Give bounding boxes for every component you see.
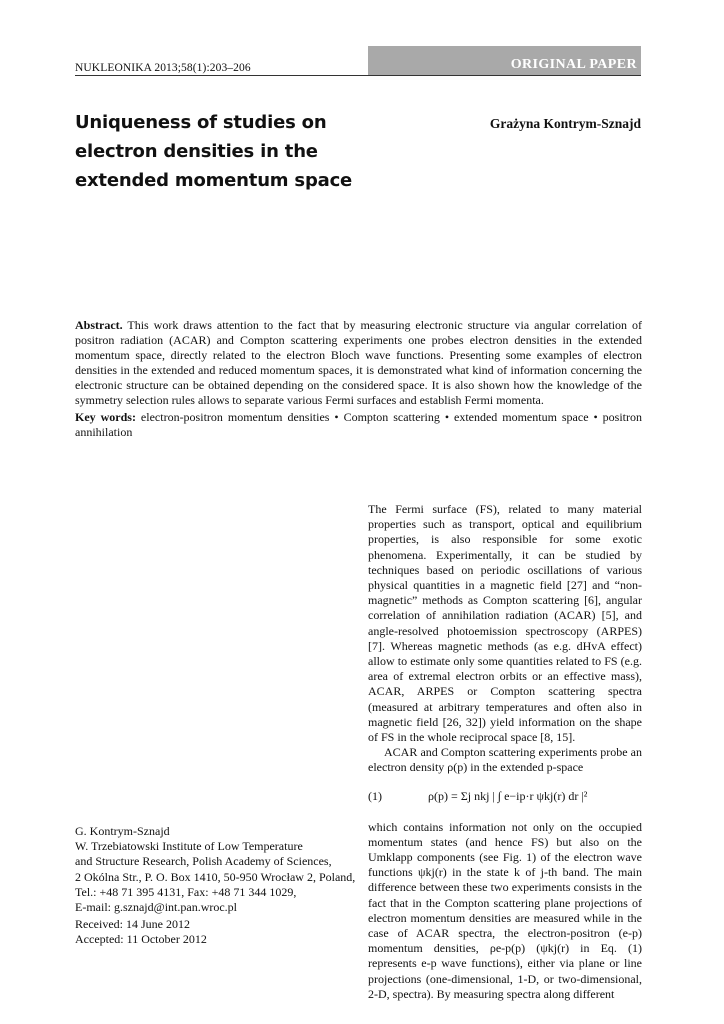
paper-type-label: ORIGINAL PAPER [510, 57, 637, 72]
paper-title: Uniqueness of studies on electron densities in the extended momentum space [75, 112, 353, 191]
author-name: Grażyna Kontrym-Sznajd [489, 116, 641, 131]
author-affiliation [75, 824, 365, 915]
accepted-date: Accepted: 11 October 2012 [75, 932, 207, 947]
body-paragraph-1: The Fermi surface (FS), related to many material properties such as transport, optical and equilibrium properties, is also responsible for some exotic phenomena. Experimentally, it can be studied by techniques based on periodic oscillations of various physical quantities in a magnetic field [27] and “non-magnetic” methods as Compton scattering [6], angular correlation of annihilation radiation (ACAR) [5], and angle-resolved photoemission spectroscopy (ARPES) [7]. Whereas magnetic methods (as e.g. dHvA effect) allow to estimate only some quantities related to FS (e.g. area of extremal electron orbits or an effective mass), ACAR, ARPES or Compton scattering spectra (measured at arbitrary temperatures and often also in magnetic field [26, 32]) yield information on the shape of FS in the whole reciprocal space [8, 15]. [368, 502, 642, 745]
abstract-text: This work draws attention to the fact that by measuring electronic structure via angular correlation of positron radiation (ACAR) and Compton scattering experiments one probes electron densities in the extended momentum space, directly related to the electron Bloch wave functions. Presenting some examples of electron densities in the extended and reduced momentum spaces, it is demonstrated what kind of information concerning the electronic structure can be obtained depending on the considered space. It is also shown how the knowledge of the symmetry selection rules allows to separate various Fermi surfaces and establish Fermi momenta. [75, 318, 642, 407]
submission-dates [75, 917, 207, 947]
abstract-label: Abstract. [75, 318, 123, 332]
equation-1 [368, 782, 642, 812]
keywords-label: Key words: [75, 410, 136, 424]
equation-number: (1) [368, 789, 382, 804]
affiliation-line-1: W. Trzebiatowski Institute of Low Temperature [75, 839, 303, 854]
affiliation-email: E-mail: g.sznajd@int.pan.wroc.pl [75, 900, 238, 915]
keywords-text: electron-positron momentum densities • Compton scattering • extended momentum space • positron annihilation [75, 410, 642, 439]
affiliation-line-3: 2 Okólna Str., P. O. Box 1410, 50-950 Wrocław 2, Poland, [75, 869, 356, 884]
affiliation-phone: Tel.: +48 71 395 4131, Fax: +48 71 344 1029, [75, 884, 297, 899]
body-column [368, 502, 642, 1002]
received-date: Received: 14 June 2012 [75, 917, 190, 931]
body-paragraph-3: which contains information not only on the occupied momentum states (and hence FS) but also on the Umklapp components (see Fig. 1) of the electron wave functions ψkj(r) in the state k of j-th band. The main difference between these two experiments consists in the fact that in the Compton scattering plane projections of electron momentum densities are measured while in the case of ACAR spectra, the electron-positron (e-p) momentum densities, ρe-p(p) (ψkj(r) in Eq. (1) represents e-p wave functions), either via plane or line projections (one-dimensional, 1-D, or two-dimensional, 2-D, spectra). By measuring spectra along different [368, 819, 642, 1001]
affiliation-line-2: and Structure Research, Polish Academy of Sciences, [75, 854, 332, 869]
journal-reference: NUKLEONIKA 2013;58(1):203–206 [75, 62, 251, 74]
paper-type-banner [368, 46, 641, 75]
keywords [75, 410, 642, 440]
equation-body: ρ(p) = Σj nkj | ∫ e−ip·r ψkj(r) dr |² [428, 789, 588, 804]
abstract [75, 318, 642, 408]
affiliation-name: G. Kontrym-Sznajd [75, 824, 170, 838]
header-divider [75, 75, 641, 76]
body-paragraph-2: ACAR and Compton scattering experiments probe an electron density ρ(p) in the extended p-space [368, 745, 642, 775]
